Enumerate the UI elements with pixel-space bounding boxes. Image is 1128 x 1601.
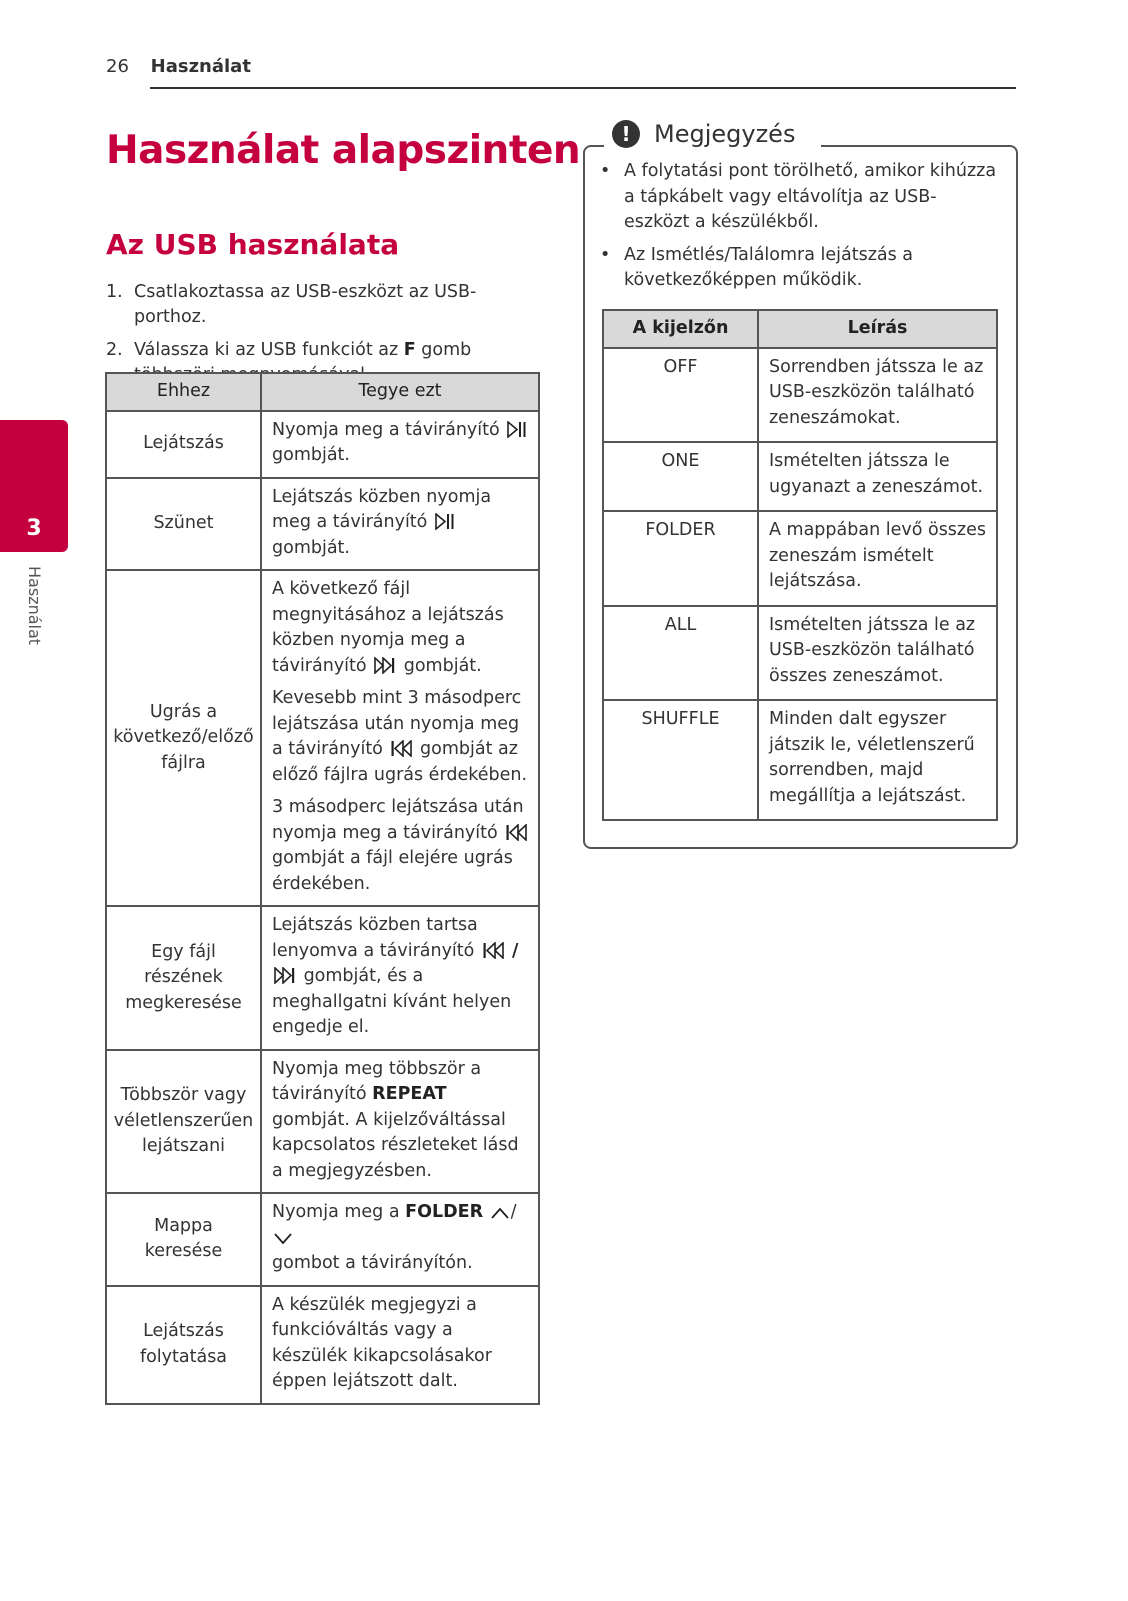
chevron-down-icon: [274, 1232, 292, 1246]
step-item: [106, 280, 538, 330]
column-header: A kijelzőn: [603, 310, 758, 348]
bullet-text: Az Ismétlés/Találomra lejátszás a következőképpen működik.: [624, 244, 914, 290]
mode-cell: FOLDER: [603, 511, 758, 606]
list-item: [600, 159, 1000, 236]
next-icon: [274, 967, 296, 984]
previous-icon: [482, 942, 504, 959]
description-cell: Sorrendben játssza le az USB-eszközön található zeneszámokat.: [758, 348, 997, 443]
table-header-row: [106, 373, 539, 411]
table-row: [603, 700, 997, 820]
action-cell: Lejátszás: [106, 411, 261, 478]
bullet-text: A folytatási pont törölhető, amikor kihúzza a tápkábelt vagy eltávolítja az USB-eszközt a készülékből.: [624, 161, 997, 232]
description-cell: Ismételten játssza le az USB-eszközön található összes zeneszámot.: [758, 606, 997, 701]
description-cell: Minden dalt egyszer játszik le, véletlenszerű sorrendben, majd megállítja a lejátszást.: [758, 700, 997, 820]
instruction-cell: Nyomja meg a távirányító gombját.: [261, 411, 539, 478]
page-header: [106, 56, 251, 77]
chapter-label: Használat: [25, 566, 44, 646]
table-row: [603, 348, 997, 443]
mode-cell: ONE: [603, 442, 758, 511]
action-cell: Egy fájl részének megkeresése: [106, 906, 261, 1050]
page-title: Használat alapszinten: [106, 128, 581, 173]
next-icon: [374, 657, 396, 674]
instruction-cell: A következő fájl megnyitásához a lejátszás közben nyomja meg a távirányító gombját. Kevesebb mint 3 másodperc lejátszása után nyomja meg a távirányító gombját az előző fájlra ugrás érdekében. 3 másodperc lejátszása után nyomja meg a távirányító gombját a fájl elejére ugrás érdekében.: [261, 570, 539, 906]
table-row: [106, 478, 539, 571]
table-row: [106, 411, 539, 478]
instruction-cell: Lejátszás közben tartsa lenyomva a távirányító / gombját, és a meghallgatni kívánt helyen engedje el.: [261, 906, 539, 1050]
column-header: Tegye ezt: [261, 373, 539, 411]
repeat-modes-table: [602, 309, 998, 821]
step-text: Csatlakoztassa az USB-eszközt az USB-porthoz.: [134, 282, 477, 327]
table-row: [603, 606, 997, 701]
instruction-cell: Lejátszás közben nyomja meg a távirányító gombját.: [261, 478, 539, 571]
table-row: [603, 511, 997, 606]
table-row: [106, 1286, 539, 1404]
play-pause-icon: [507, 421, 527, 438]
step-text: Válassza ki az USB funkciót az F gomb: [134, 340, 472, 360]
chapter-number: 3: [26, 516, 42, 541]
key-label: F: [403, 340, 416, 360]
key-label: FOLDER: [405, 1202, 484, 1222]
list-item: [600, 243, 1000, 294]
action-cell: Ugrás a következő/előző fájlra: [106, 570, 261, 906]
header-section-title: Használat: [150, 56, 251, 77]
table-row: [106, 1193, 539, 1286]
chevron-up-icon: [491, 1206, 509, 1220]
play-pause-icon: [435, 513, 455, 530]
action-cell: Szünet: [106, 478, 261, 571]
previous-icon: [390, 740, 412, 757]
note-header: [604, 120, 821, 148]
section-title: Az USB használata: [106, 228, 400, 261]
bullet-icon: •: [600, 161, 611, 181]
bullet-icon: •: [600, 244, 611, 265]
mode-cell: OFF: [603, 348, 758, 443]
previous-icon: [505, 824, 527, 841]
note-title: Megjegyzés: [654, 120, 796, 148]
step-number: 1.: [106, 282, 123, 302]
mode-cell: SHUFFLE: [603, 700, 758, 820]
column-header: Ehhez: [106, 373, 261, 411]
table-row: [106, 1050, 539, 1194]
instruction-cell: Nyomja meg a FOLDER / gombot a távirányítón.: [261, 1193, 539, 1286]
key-label: REPEAT: [372, 1084, 447, 1104]
table-row: [603, 442, 997, 511]
description-cell: Ismételten játssza le ugyanazt a zeneszámot.: [758, 442, 997, 511]
note-bullets: [600, 159, 1000, 301]
usb-functions-table: [105, 372, 540, 1405]
table-header-row: [603, 310, 997, 348]
action-cell: Mappa keresése: [106, 1193, 261, 1286]
instruction-cell: A készülék megjegyzi a funkcióváltás vagy a készülék kikapcsolásakor éppen lejátszott dalt.: [261, 1286, 539, 1404]
chapter-tab: [0, 420, 68, 552]
column-header: Leírás: [758, 310, 997, 348]
mode-cell: ALL: [603, 606, 758, 701]
description-cell: A mappában levő összes zeneszám ismételt lejátszása.: [758, 511, 997, 606]
step-number: 2.: [106, 340, 123, 360]
header-rule: [150, 87, 1016, 89]
table-row: [106, 570, 539, 906]
table-row: [106, 906, 539, 1050]
instruction-cell: Nyomja meg többször a távirányító REPEAT gombját. A kijelzőváltással kapcsolatos részleteket lásd a megjegyzésben.: [261, 1050, 539, 1194]
page-number: 26: [106, 56, 129, 77]
action-cell: Többször vagy véletlenszerűen lejátszani: [106, 1050, 261, 1194]
exclamation-icon: !: [612, 120, 640, 148]
action-cell: Lejátszás folytatása: [106, 1286, 261, 1404]
